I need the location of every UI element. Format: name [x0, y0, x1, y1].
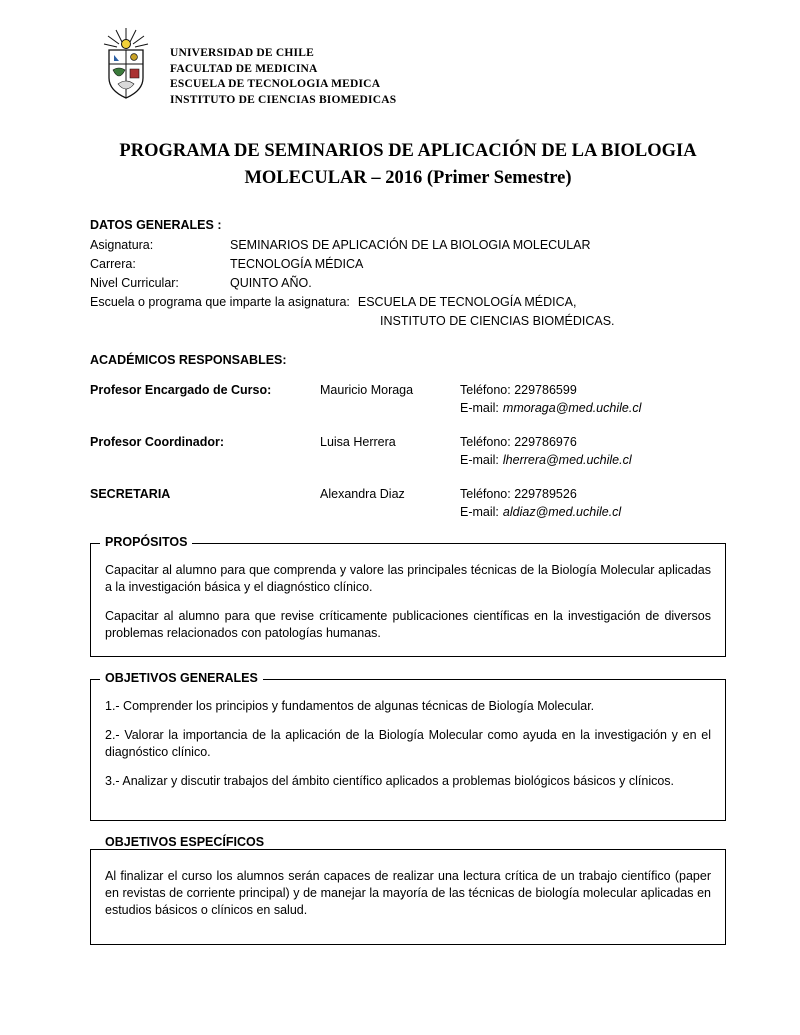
- objetivos-generales-heading: OBJETIVOS GENERALES: [100, 671, 263, 685]
- academico-phone: Teléfono: 229786976: [460, 435, 577, 449]
- institution-line-3: ESCUELA DE TECNOLOGIA MEDICA: [170, 78, 381, 90]
- objetivos-especificos-box: [90, 849, 726, 945]
- datos-key: Nivel Curricular:: [90, 276, 179, 290]
- academico-email[interactable]: lherrera@med.uchile.cl: [502, 453, 632, 467]
- academico-email-label: E-mail:: [460, 505, 499, 519]
- academico-role: Profesor Encargado de Curso:: [90, 383, 272, 397]
- academico-email[interactable]: mmoraga@med.uchile.cl: [502, 401, 642, 415]
- propositos-box: [90, 543, 726, 657]
- datos-row: [90, 236, 726, 255]
- datos-key: Asignatura:: [90, 238, 154, 252]
- academicos-table: [90, 381, 726, 521]
- academico-email-label: E-mail:: [460, 453, 499, 467]
- academico-phone: Teléfono: 229786599: [460, 383, 577, 397]
- academico-email-row: [460, 451, 726, 469]
- academico-role: Profesor Coordinador:: [90, 435, 225, 449]
- objetivos-especificos-section: [90, 835, 726, 945]
- datos-row: [90, 274, 726, 293]
- propositos-heading: PROPÓSITOS: [100, 535, 192, 549]
- academico-phone: Teléfono: 229789526: [460, 487, 577, 501]
- table-row: [90, 485, 726, 521]
- objetivo-general-item: 3.- Analizar y discutir trabajos del ámbito científico aplicados a problemas biológicos básicos y clínicos.: [105, 774, 675, 788]
- institution-lines: [170, 28, 396, 108]
- datos-value: SEMINARIOS DE APLICACIÓN DE LA BIOLOGIA MOLECULAR: [230, 238, 591, 252]
- page-title: [90, 138, 726, 192]
- table-row: [90, 381, 726, 417]
- datos-row: [90, 255, 726, 274]
- propositos-section: [90, 535, 726, 657]
- objetivo-general-item: 1.- Comprender los principios y fundamentos de algunas técnicas de Biología Molecular.: [105, 699, 595, 713]
- academico-email-row: [460, 503, 726, 521]
- document-header: [90, 28, 726, 108]
- datos-value: TECNOLOGÍA MÉDICA: [230, 257, 364, 271]
- objetivo-especifico-item: Al finalizar el curso los alumnos serán capaces de realizar una lectura crítica de un trabajo científico (paper en revistas de corriente principal) y de manejar la mayoría de las técnicas de biología molecular aplicadas en estudios básicos o clínicos en salud.: [105, 869, 711, 917]
- academico-contact: [460, 485, 726, 521]
- academico-name: Mauricio Moraga: [320, 383, 414, 397]
- institution-line-1: UNIVERSIDAD DE CHILE: [170, 47, 314, 59]
- academico-role: SECRETARIA: [90, 487, 171, 501]
- institution-line-2: FACULTAD DE MEDICINA: [170, 62, 318, 75]
- objetivos-generales-section: [90, 671, 726, 821]
- datos-generales-heading: DATOS GENERALES :: [90, 218, 222, 232]
- page-title-line-1: PROGRAMA DE SEMINARIOS DE APLICACIÓN DE LA BIOLOGIA: [119, 141, 697, 161]
- objetivos-generales-box: [90, 679, 726, 821]
- academico-email-row: [460, 399, 726, 417]
- academico-contact: [460, 381, 726, 417]
- university-crest-icon: [100, 28, 152, 100]
- academico-email-label: E-mail:: [460, 401, 499, 415]
- datos-key: Carrera:: [90, 257, 136, 271]
- academicos-heading: ACADÉMICOS RESPONSABLES:: [90, 353, 287, 367]
- datos-generales-list: [90, 236, 726, 331]
- institution-line-4: INSTITUTO DE CIENCIAS BIOMEDICAS: [170, 93, 397, 106]
- datos-value: QUINTO AÑO.: [230, 276, 312, 290]
- objetivos-especificos-heading: OBJETIVOS ESPECÍFICOS: [100, 835, 269, 849]
- propositos-paragraph: Capacitar al alumno para que comprenda y valore las principales técnicas de la Biología Molecular aplicadas a la investigación básica y el diagnóstico clínico.: [105, 563, 711, 594]
- academico-name: Luisa Herrera: [320, 435, 396, 449]
- page-title-line-2: MOLECULAR – 2016 (Primer Semestre): [244, 168, 572, 188]
- academico-contact: [460, 433, 726, 469]
- table-row: [90, 433, 726, 469]
- datos-key: Escuela o programa que imparte la asignatura:: [90, 295, 350, 309]
- academico-name: Alexandra Diaz: [320, 487, 405, 501]
- propositos-paragraph: Capacitar al alumno para que revise críticamente publicaciones científicas en la investigación de diversos problemas relacionados con patologías humanas.: [105, 609, 711, 640]
- datos-value: ESCUELA DE TECNOLOGÍA MÉDICA,: [357, 295, 577, 309]
- datos-row-escuela: [90, 293, 726, 312]
- objetivo-general-item: 2.- Valorar la importancia de la aplicación de la Biología Molecular como ayuda en la investigación y en el diagnóstico clínico.: [105, 728, 711, 759]
- academico-email[interactable]: aldiaz@med.uchile.cl: [502, 505, 622, 519]
- datos-value-secondary: INSTITUTO DE CIENCIAS BIOMÉDICAS.: [380, 314, 615, 328]
